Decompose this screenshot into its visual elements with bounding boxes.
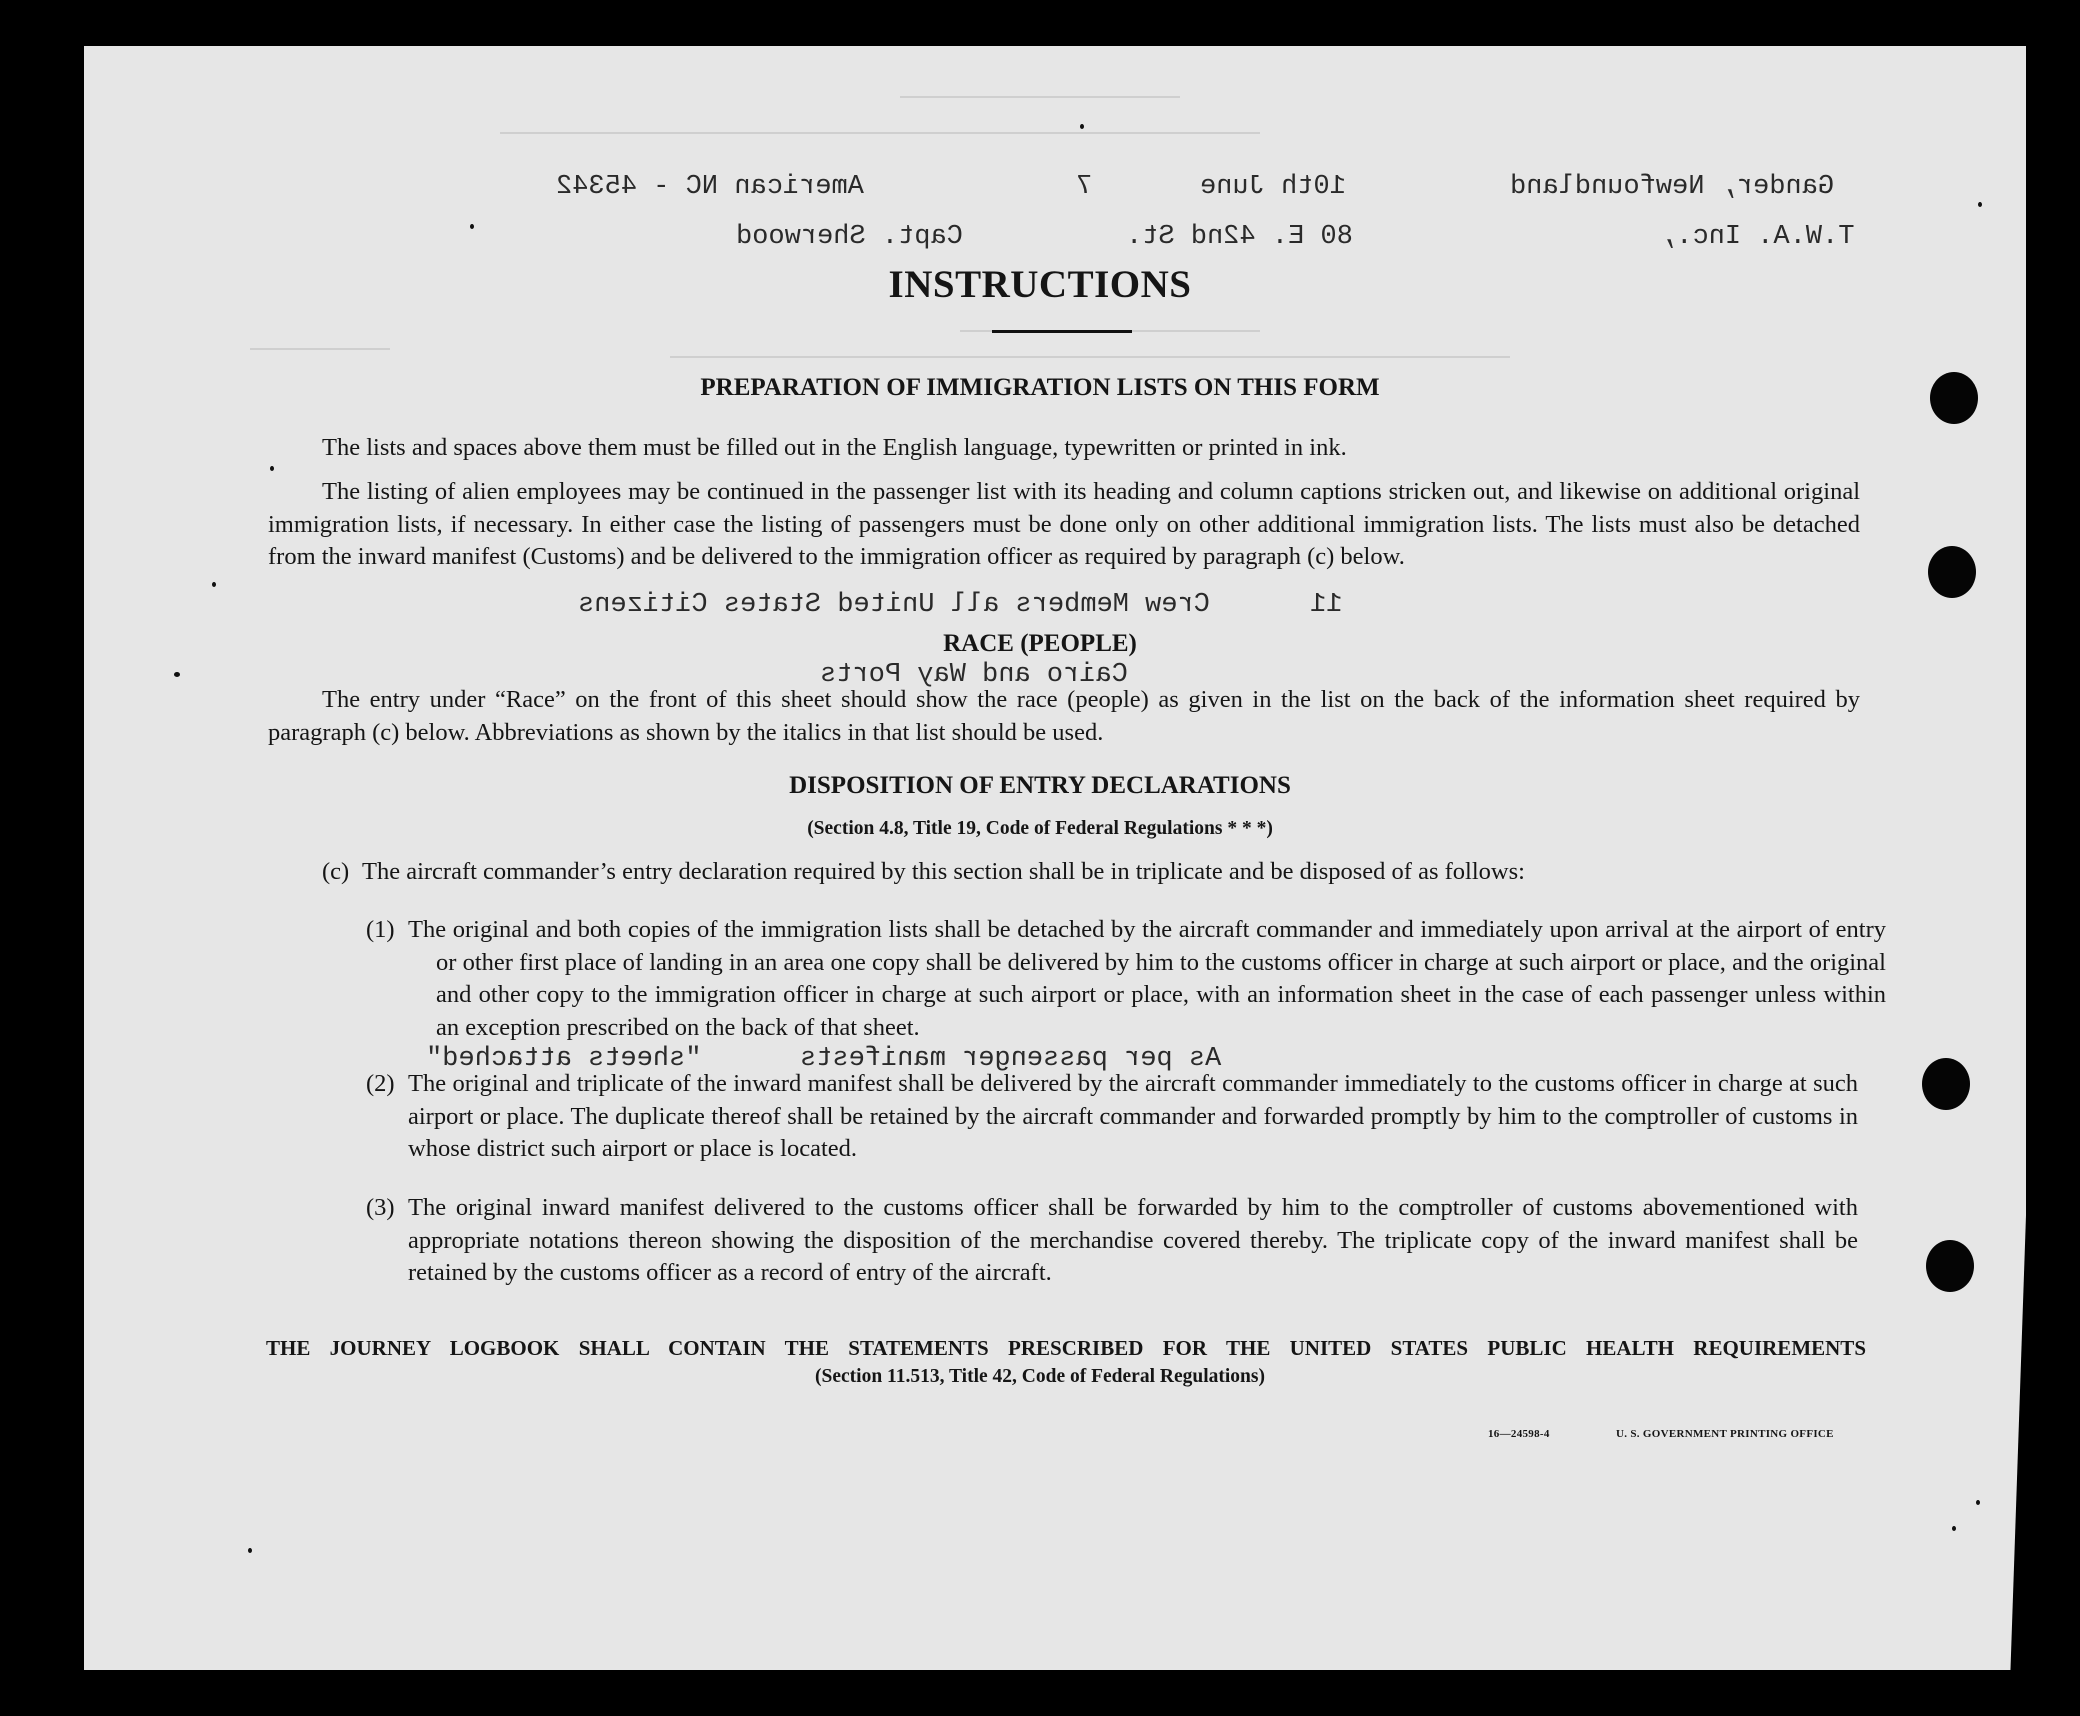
bleed-text-crew: Crew Members all United States Citizens xyxy=(578,590,1210,620)
speck xyxy=(1080,124,1084,129)
item-2-number: (2) xyxy=(366,1070,395,1097)
bleed-text-day: 7 xyxy=(1076,172,1093,202)
bleed-line xyxy=(670,356,1510,358)
speck xyxy=(1976,1500,1980,1505)
item-1-number: (1) xyxy=(366,916,395,943)
item-3-text: The original inward manifest delivered to the customs officer shall be forwarded by him to the comptroller of customs abovementioned with appropriate notations thereon showing the disposition of the merchandise covered thereby. The triplicate copy of the inward manifest shall be retained by the customs officer as a record of entry of the aircraft. xyxy=(408,1194,1858,1286)
bleed-text-route: Cairo and Way Ports xyxy=(820,660,1128,690)
item-2-text: The original and triplicate of the inward manifest shall be delivered by the aircraft commander immediately to the customs officer in charge at such airport or place. The duplicate thereof shall be retained by the aircraft commander and forwarded promptly by him to the comptroller of customs in whose district such airport or place is located. xyxy=(408,1070,1858,1162)
title-underline xyxy=(992,330,1132,333)
item-1-text: The original and both copies of the immigration lists shall be detached by the aircraft commander and immediately upon arrival at the airport of entry or other first place of landing in an area one copy shall be delivered by him to the customs officer in charge at such airport or place, and the original and other copy to the immigration officer in charge at such airport or place, with an information sheet in the case of each passenger unless within an exception prescribed on the back of that sheet. xyxy=(408,916,1886,1041)
bleed-text-captain: Capt. Sherwood xyxy=(736,222,963,252)
bleed-text-manifest: As per passenger manifests xyxy=(800,1044,1222,1074)
bleed-text-location: Gander, Newfoundland xyxy=(1510,172,1835,202)
speck xyxy=(270,466,274,471)
bleed-text-address: 80 E. 42nd St. xyxy=(1126,222,1353,252)
printer-imprint: U. S. GOVERNMENT PRINTING OFFICE xyxy=(1616,1428,1834,1440)
speck xyxy=(470,224,474,229)
preparation-heading: PREPARATION OF IMMIGRATION LISTS ON THIS FORM xyxy=(700,374,1380,401)
preparation-paragraph-1: The lists and spaces above them must be filled out in the English language, typewritten or printed in ink. xyxy=(322,434,1347,461)
bleed-line xyxy=(250,348,390,350)
disposition-heading: DISPOSITION OF ENTRY DECLARATIONS xyxy=(789,772,1291,799)
speck xyxy=(1952,1526,1956,1531)
health-heading: THE JOURNEY LOGBOOK SHALL CONTAIN THE STATEMENTS PRESCRIBED FOR THE UNITED STATES PUBLIC HEALTH REQUIREMENTS xyxy=(266,1336,1866,1360)
bleed-text-date: 10th June xyxy=(1200,172,1346,202)
health-subheading: (Section 11.513, Title 42, Code of Federal Regulations) xyxy=(815,1366,1265,1387)
punch-hole xyxy=(1928,546,1976,598)
form-number: 16—24598-4 xyxy=(1488,1428,1550,1440)
bleed-line xyxy=(500,132,1260,134)
disposition-intro-label: (c) xyxy=(322,858,350,885)
bleed-text-sheets: "sheets attached" xyxy=(426,1044,702,1074)
punch-hole xyxy=(1930,372,1978,424)
punch-hole xyxy=(1922,1058,1970,1110)
disposition-subheading: (Section 4.8, Title 19, Code of Federal Regulations * * *) xyxy=(807,818,1273,839)
speck xyxy=(1978,202,1982,207)
speck xyxy=(212,582,216,587)
bleed-text-crew-count: 11 xyxy=(1310,590,1343,620)
page-title: INSTRUCTIONS xyxy=(888,263,1192,306)
punch-hole xyxy=(1926,1240,1974,1292)
preparation-paragraph-2: The listing of alien employees may be continued in the passenger list with its heading and column captions stricken out, and likewise on additional original immigration lists, if necessary. In either case the listing of passengers must be done only on other additional immigration lists. The lists must also be detached from the inward manifest (Customs) and be delivered to the immigration officer as required by paragraph (c) below. xyxy=(268,478,1860,570)
bleed-line xyxy=(900,96,1180,98)
speck xyxy=(248,1548,252,1553)
disposition-intro: The aircraft commander’s entry declaration required by this section shall be in triplicate and be disposed of as follows: xyxy=(362,858,1525,885)
race-heading: RACE (PEOPLE) xyxy=(943,630,1137,657)
race-paragraph: The entry under “Race” on the front of this sheet should show the race (people) as given in the list on the back of the information sheet required by paragraph (c) below. Abbreviations as shown by the italics in that list should be used. xyxy=(268,686,1860,746)
bleed-text-carrier: T.W.A. Inc., xyxy=(1660,222,1855,252)
speck xyxy=(174,672,180,677)
bleed-text-aircraft: American NC - 45342 xyxy=(556,172,864,202)
item-3-number: (3) xyxy=(366,1194,395,1221)
